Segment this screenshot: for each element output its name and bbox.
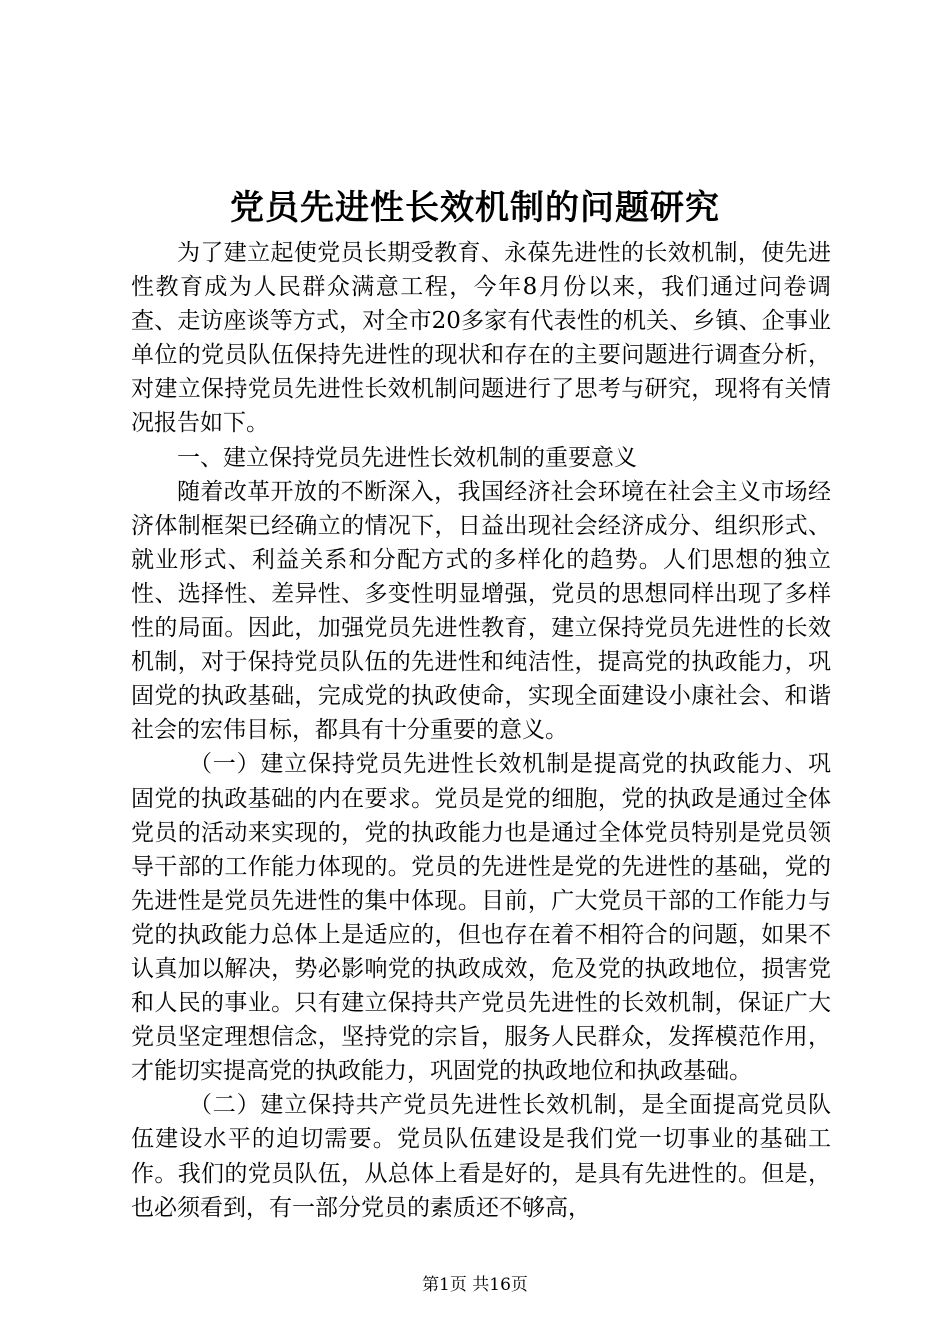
section-heading: 一、建立保持党员先进性长效机制的重要意义 bbox=[177, 444, 637, 471]
subsection-paragraph-2: （二）建立保持共产党员先进性长效机制，是全面提高党员队伍建设水平的迫切需要。党员队伍建设是我们党一切事业的基础工作。我们的党员队伍，从总体上看是好的，是具有先进性的。但是，也必须看到，有一部分党员的素质还不够高， bbox=[131, 1092, 831, 1221]
subsection-paragraph-1: （一）建立保持党员先进性长效机制是提高党的执政能力、巩固党的执政基础的内在要求。党员是党的细胞，党的执政是通过全体党员的活动来实现的，党的执政能力也是通过全体党员特别是党员领导干部的工作能力体现的。党员的先进性是党的先进性的基础，党的先进性是党员先进性的集中体现。目前，广大党员干部的工作能力与党的执政能力总体上是适应的，但也存在着不相符合的问题，如果不认真加以解决，势必影响党的执政成效，危及党的执政地位，损害党和人民的事业。只有建立保持共产党员先进性的长效机制，保证广大党员坚定理想信念，坚持党的宗旨，服务人民群众，发挥模范作用，才能切实提高党的执政能力，巩固党的执政地位和执政基础。 bbox=[131, 751, 831, 1085]
intro-paragraph: 为了建立起使党员长期受教育、永葆先进性的长效机制，使先进性教育成为人民群众满意工程，今年8月份以来，我们通过问卷调查、走访座谈等方式，对全市20多家有代表性的机关、乡镇、企事业单位的党员队伍保持先进性的现状和存在的主要问题进行调查分析，对建立保持党员先进性长效机制问题进行了思考与研究，现将有关情况报告如下。 bbox=[131, 240, 831, 437]
body-paragraph: 随着改革开放的不断深入，我国经济社会环境在社会主义市场经济体制框架已经确立的情况下，日益出现社会经济成分、组织形式、就业形式、利益关系和分配方式的多样化的趋势。人们思想的独立性、选择性、差异性、多变性明显增强，党员的思想同样出现了多样性的局面。因此，加强党员先进性教育，建立保持党员先进性的长效机制，对于保持党员队伍的先进性和纯洁性，提高党的执政能力，巩固党的执政基础，完成党的执政使命，实现全面建设小康社会、和谐社会的宏伟目标，都具有十分重要的意义。 bbox=[131, 478, 831, 744]
page-number-footer: 第1页 共16页 bbox=[422, 1275, 528, 1295]
document-body bbox=[131, 236, 831, 1225]
document-title: 党员先进性长效机制的问题研究 bbox=[230, 188, 720, 228]
